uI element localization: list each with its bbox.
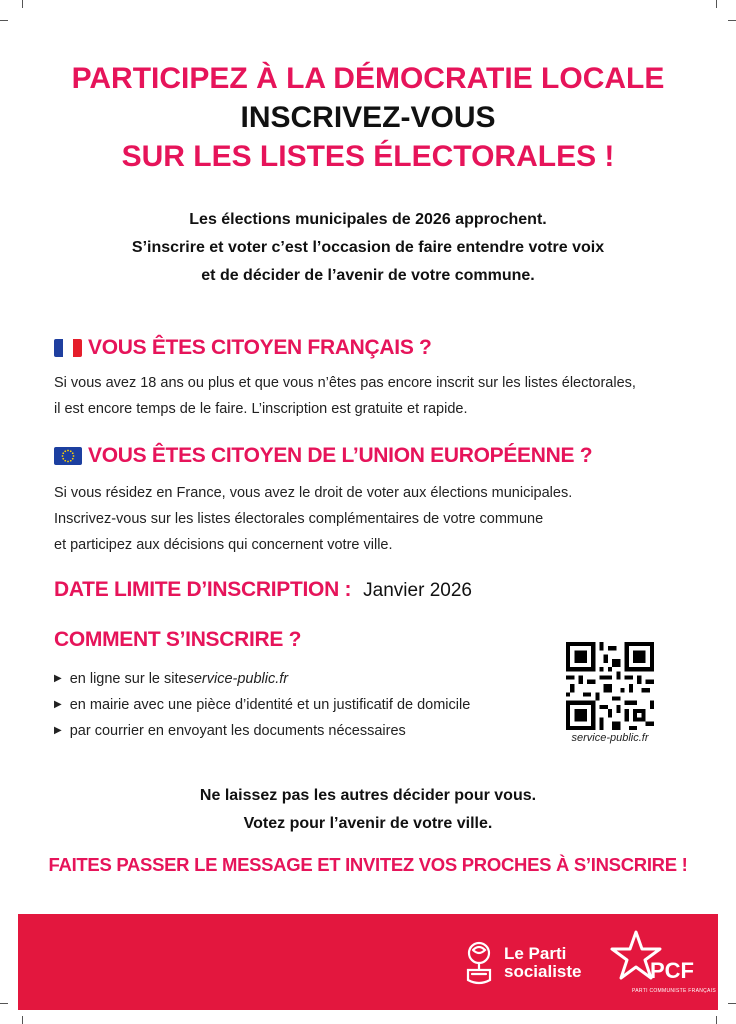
- eu-section-title: [54, 444, 592, 468]
- eu-section-body: [54, 480, 572, 558]
- deadline-value: Janvier 2026: [363, 580, 472, 601]
- intro-paragraph: [0, 206, 736, 290]
- pcf-logo-text: PCF: [650, 958, 694, 983]
- step-town-hall: en mairie avec une pièce d’identité et un justificatif de domicile: [69, 697, 471, 713]
- bullet-arrow-icon: ▶: [54, 699, 62, 710]
- crop-mark-bottom-right: [716, 1016, 717, 1024]
- french-section-title: [54, 336, 432, 360]
- eu-body-line-3: et participez aux décisions qui concernent votre ville.: [54, 537, 393, 553]
- crop-mark-right-lower: [728, 1003, 736, 1004]
- step-online-prefix: en ligne sur le site: [69, 671, 187, 687]
- eu-body-line-1: Si vous résidez en France, vous avez le droit de voter aux élections municipales.: [54, 485, 573, 501]
- rose-fist-icon: [460, 940, 498, 986]
- how-to-register-title: COMMENT S’INSCRIRE ?: [54, 628, 302, 651]
- french-section-body: [54, 370, 636, 422]
- closing-line-1: Ne laissez pas les autres décider pour vous.: [199, 787, 537, 804]
- french-body-line-1: Si vous avez 18 ans ou plus et que vous n’êtes pas encore inscrit sur les listes électorales,: [54, 375, 636, 391]
- crop-mark-left-upper: [0, 20, 8, 21]
- eu-body-line-2: Inscrivez-vous sur les listes électorales complémentaires de votre commune: [54, 511, 544, 527]
- list-item: [54, 666, 470, 692]
- step-online-site: service-public.fr: [186, 671, 289, 687]
- eu-section-title-text: VOUS ÊTES CITOYEN DE L’UNION EUROPÉENNE ?: [88, 444, 593, 467]
- french-body-line-2: il est encore temps de le faire. L’inscription est gratuite et rapide.: [54, 401, 468, 417]
- eu-flag-icon: [54, 447, 82, 465]
- ps-logo-line-2: socialiste: [504, 962, 582, 981]
- list-item: [54, 692, 470, 718]
- footer-banner: [18, 914, 718, 1010]
- intro-line-3: et de décider de l’avenir de votre commune.: [201, 267, 535, 284]
- crop-mark-right-upper: [728, 20, 736, 21]
- ps-logo-line-1: Le Parti: [504, 944, 567, 963]
- french-flag-icon: [54, 339, 82, 357]
- closing-message: [0, 782, 736, 838]
- pcf-logo-subtitle: PARTI COMMUNISTE FRANÇAIS: [632, 988, 716, 994]
- deadline-label: DATE LIMITE D’INSCRIPTION :: [54, 578, 352, 601]
- crop-mark-left-lower: [0, 1003, 8, 1004]
- headline-line-2: INSCRIVEZ-VOUS: [240, 101, 496, 134]
- eu-stars-icon: [61, 449, 75, 463]
- intro-line-2: S’inscrire et voter c’est l’occasion de faire entendre votre voix: [131, 239, 605, 256]
- pcf-logo: [608, 928, 716, 1004]
- headline-line-3: SUR LES LISTES ÉLECTORALES !: [121, 140, 615, 173]
- qr-code-icon: [566, 642, 654, 730]
- intro-line-1: Les élections municipales de 2026 approchent.: [189, 211, 547, 228]
- deadline-row: [54, 578, 472, 602]
- french-section-title-text: VOUS ÊTES CITOYEN FRANÇAIS ?: [88, 336, 432, 359]
- list-item: [54, 718, 470, 744]
- bullet-arrow-icon: ▶: [54, 673, 62, 684]
- bullet-arrow-icon: ▶: [54, 725, 62, 736]
- call-to-action: FAITES PASSER LE MESSAGE ET INVITEZ VOS PROCHES À S’INSCRIRE !: [48, 854, 688, 875]
- ps-logo: [460, 940, 582, 986]
- step-mail: par courrier en envoyant les documents nécessaires: [69, 723, 406, 739]
- qr-code-caption: service-public.fr: [571, 732, 649, 744]
- crop-mark-top-right: [716, 0, 717, 8]
- headline-line-1: PARTICIPEZ À LA DÉMOCRATIE LOCALE: [71, 62, 665, 95]
- crop-mark-bottom-left: [22, 1016, 23, 1024]
- ps-logo-text: [504, 945, 582, 981]
- crop-mark-top-left: [22, 0, 23, 8]
- closing-line-2: Votez pour l’avenir de votre ville.: [243, 815, 493, 832]
- how-to-register-list: [54, 666, 470, 744]
